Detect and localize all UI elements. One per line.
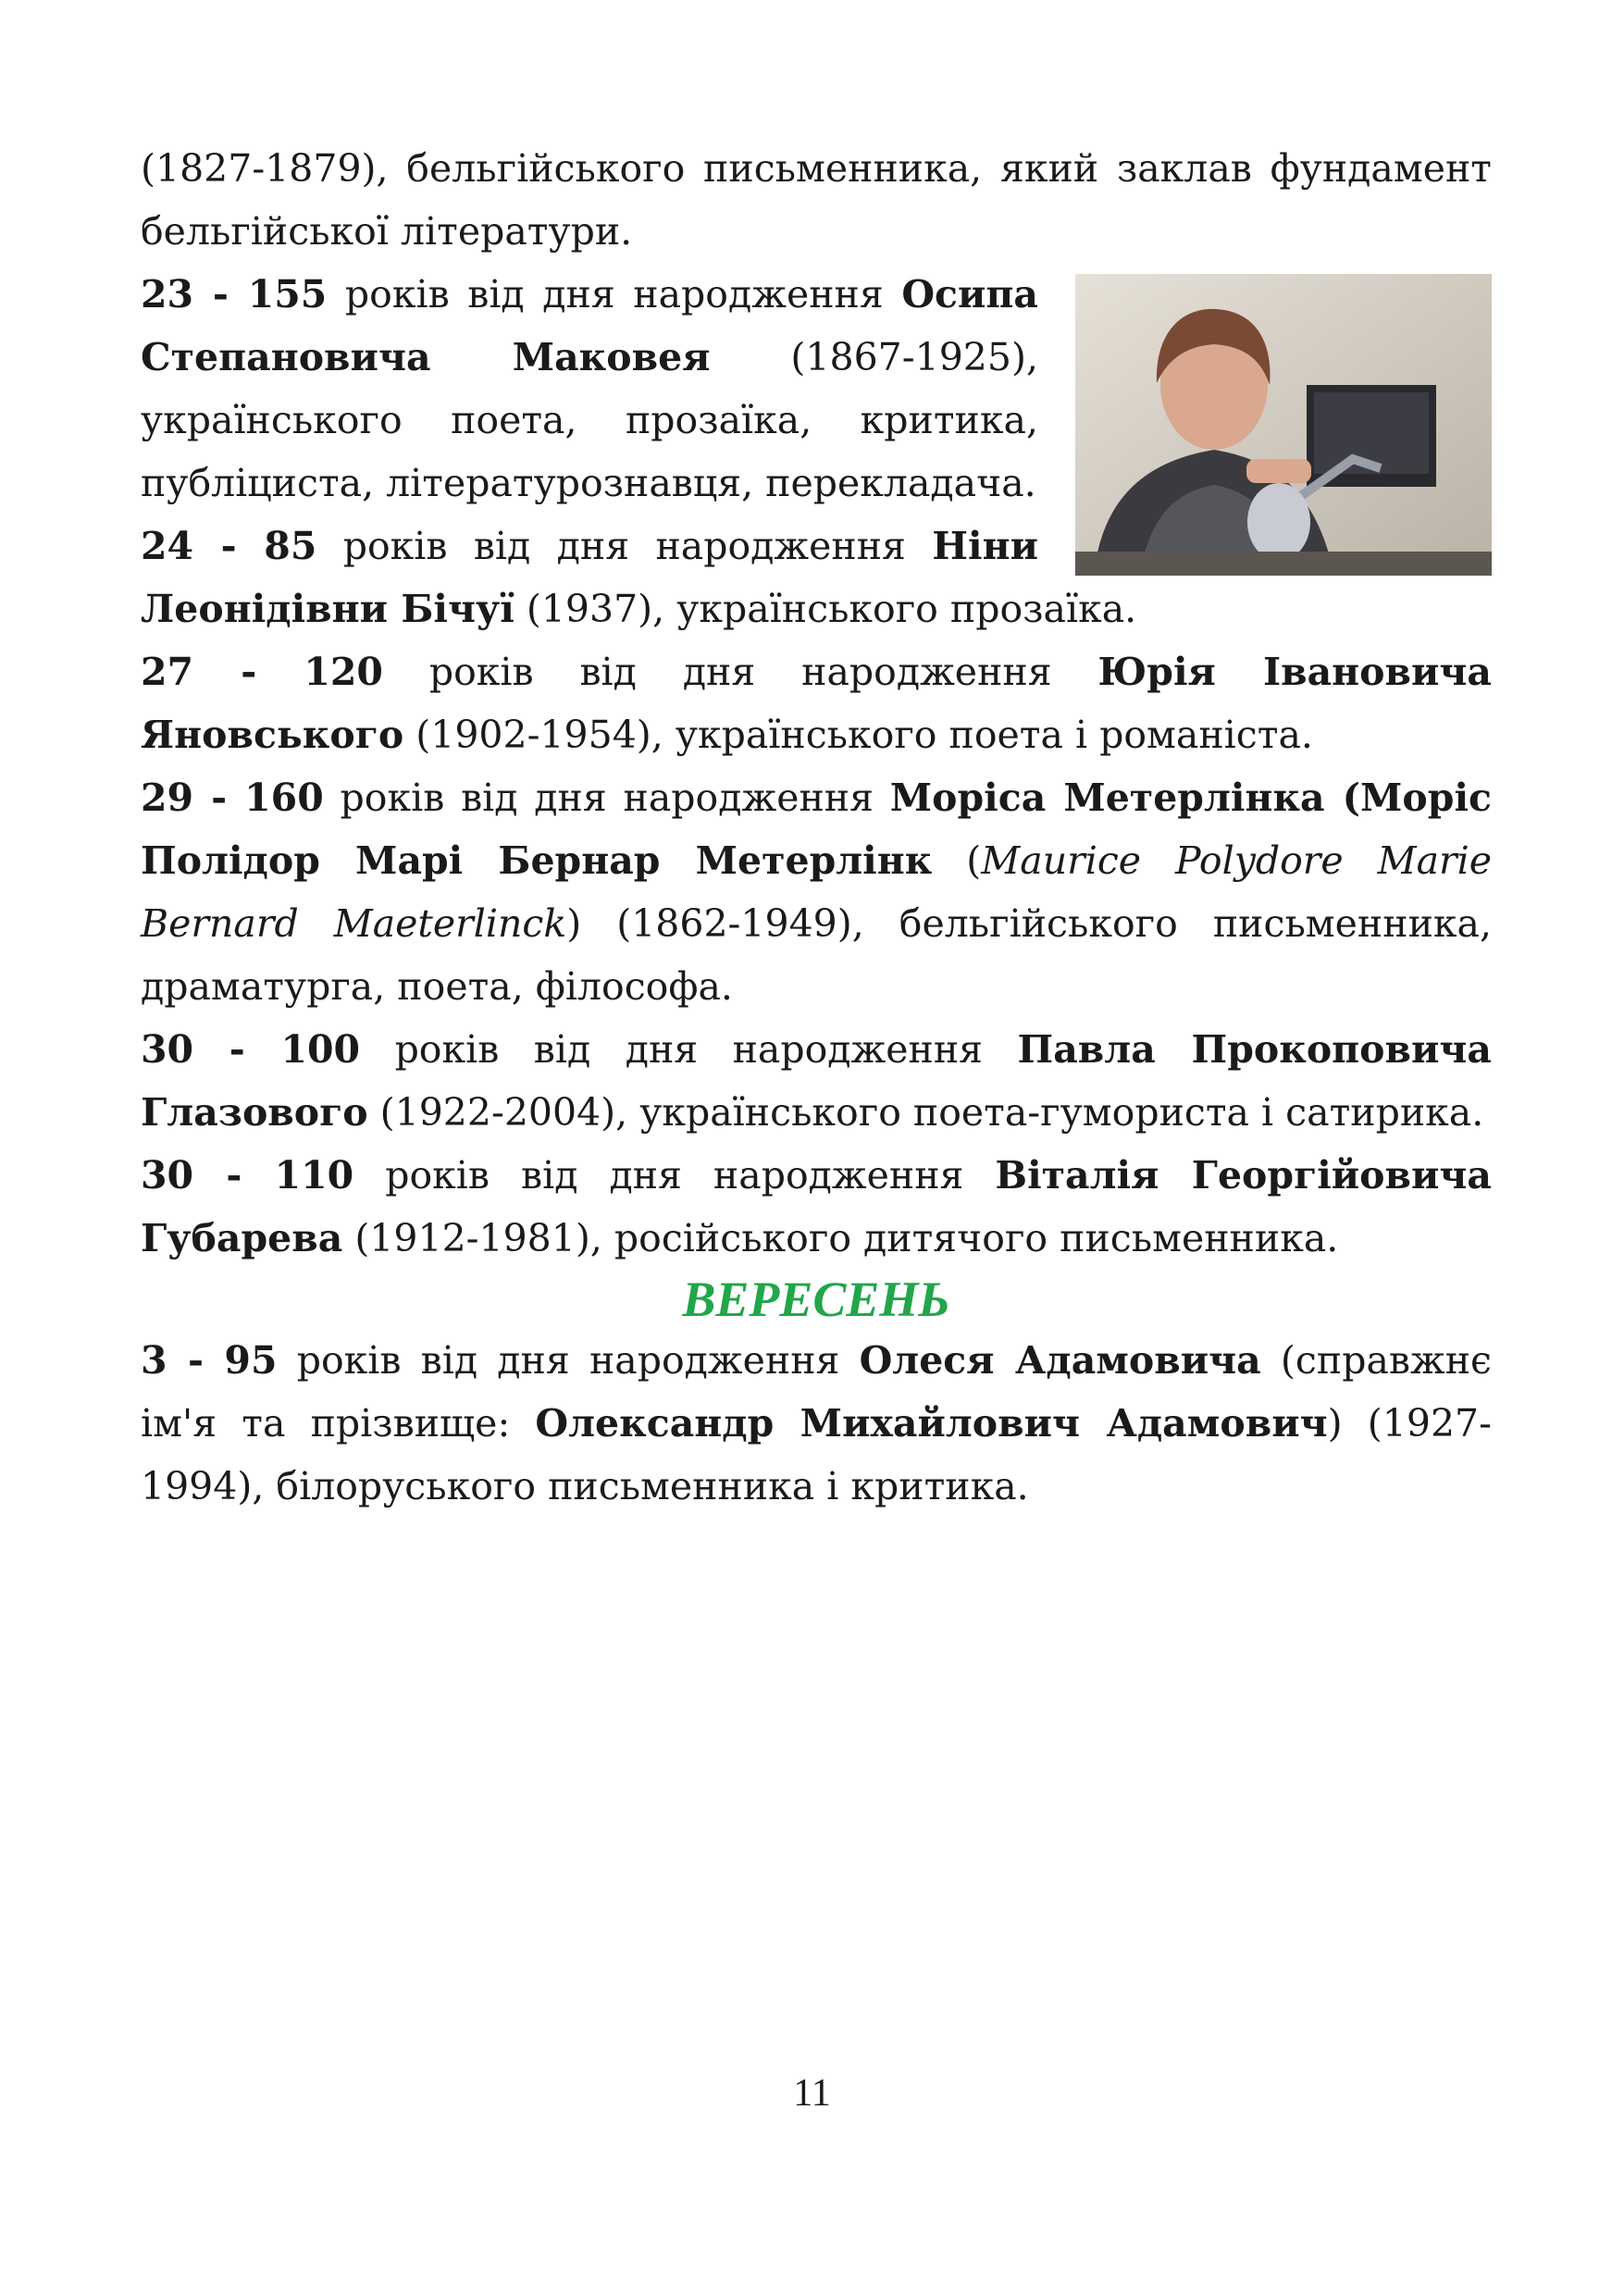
name-text: 30 - 100 — [141, 1027, 361, 1072]
entry-text: років від дня народження — [382, 650, 1098, 694]
name-text: Юрія Івановича Яновського — [141, 650, 1493, 757]
entry-text: років від дня народження — [323, 776, 890, 820]
entry-text: ) (1862-1949), бельгійського письменника, драматурга, поета, філософа. — [141, 901, 1492, 1009]
name-text: 24 - 85 — [141, 524, 317, 568]
name-text: Моріса Метерлінка (Моріс Полідор Марі Бернар Метерлінк — [141, 776, 1492, 883]
name-text: Осипа Степановича Маковея — [141, 272, 1038, 379]
name-text: Павла Прокоповича Глазового — [141, 1027, 1492, 1135]
portrait-photo — [1075, 274, 1492, 576]
entry-text: років від дня народження — [360, 1027, 1018, 1072]
entry-text: років від дня народження — [353, 1153, 996, 1198]
name-text: Ніни Леонідівни Бічуї — [141, 524, 1039, 631]
name-text: 30 - 110 — [141, 1153, 354, 1198]
entry-text: (1912-1981), російського дитячого письменника. — [342, 1216, 1339, 1260]
september-entry — [141, 1329, 1492, 1518]
entry-text: (1902-1954), українського поета і романіста. — [403, 713, 1313, 757]
page-number: 11 — [793, 2072, 831, 2115]
entry-text: років від дня народження — [327, 272, 902, 316]
august-entry — [141, 640, 1492, 766]
name-text: 3 - 95 — [141, 1338, 278, 1383]
entries-september — [141, 1329, 1492, 1518]
name-text: 23 - 155 — [141, 272, 328, 316]
original-name-text: Maurice Polydore Marie Bernard Maeterlinck — [141, 838, 1493, 946]
entry-text: років від дня народження — [316, 524, 933, 568]
name-text: 29 - 160 — [141, 776, 324, 820]
august-entry — [141, 263, 1492, 515]
august-entry — [141, 1018, 1492, 1144]
august-entry — [141, 766, 1492, 1018]
entries-august — [141, 137, 1492, 1270]
entry-text: (1867-1925), українського поета, прозаїка, критика, публіциста, літературознавця, перекладача. — [141, 335, 1038, 505]
entry-text: ) (1927-1994), білоруського письменника і критика. — [141, 1401, 1492, 1508]
entry-text: років від дня народження — [277, 1338, 860, 1383]
name-text: 27 - 120 — [141, 650, 383, 694]
name-text: Олеся Адамовича — [859, 1338, 1261, 1383]
august-entry — [141, 137, 1492, 263]
document-page — [141, 137, 1492, 1518]
entry-text: (справжнє ім'я та прізвище: — [141, 1338, 1492, 1446]
entry-text: ( — [932, 838, 982, 883]
month-heading: ВЕРЕСЕНЬ — [682, 1272, 950, 1327]
august-entry — [141, 1144, 1492, 1270]
entry-text: (1922-2004), українського поета-гумориста і сатирика. — [367, 1090, 1484, 1135]
entry-text: (1827-1879), бельгійського письменника, який заклав фундамент бельгійської літератури. — [141, 146, 1492, 254]
name-text: Олександр Михайлович Адамович — [535, 1401, 1328, 1446]
name-text: Віталія Георгійовича Губарева — [141, 1153, 1492, 1260]
entry-text: (1937), українського прозаїка. — [514, 587, 1137, 631]
